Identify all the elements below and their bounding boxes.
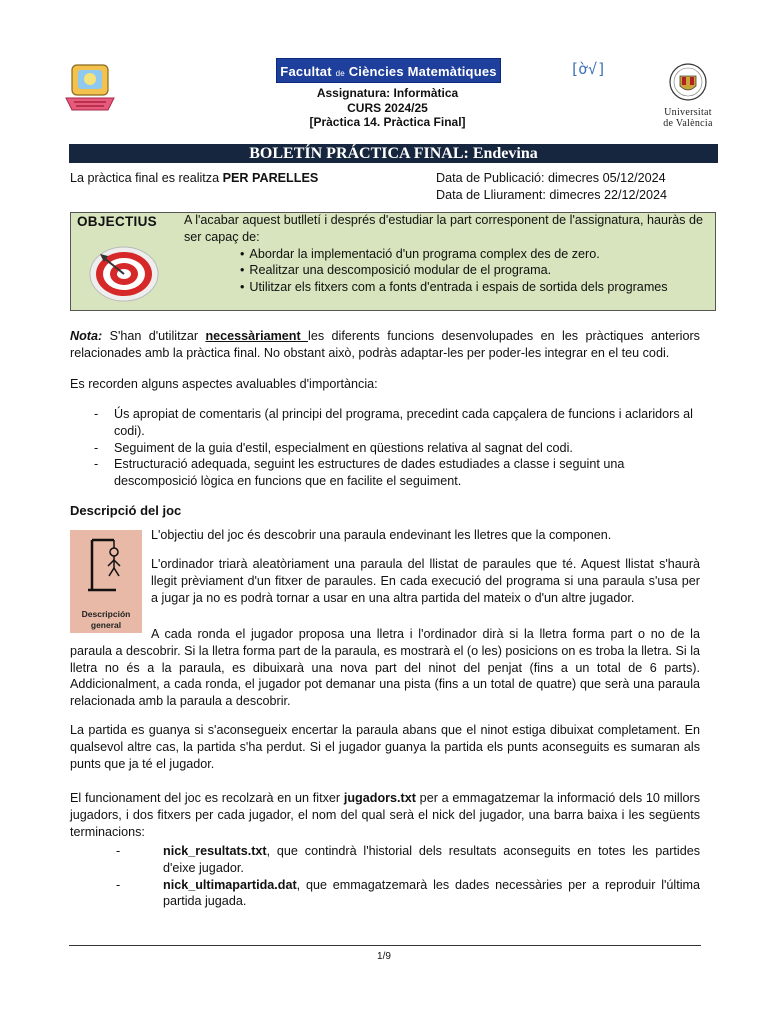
university-logo (656, 62, 720, 132)
university-name-line1: Universitat (664, 107, 712, 118)
list-item: - Estructuració adequada, seguint les estructures de dades estudiades a classe i seguint una descomposició lògica en funcions que en facilite el seguiment. (114, 456, 700, 490)
note-paragraph: Nota: S'han d'utilitzar necessàriament les diferents funcions desenvolupades en les pràctiques anteriors relacionades amb la pràctica final. No obstant això, podràs adaptar-les per poder-les integrar en el teu codi. (70, 329, 700, 360)
delivery-date: Data de Lliurament: dimecres 22/12/2024 (436, 187, 668, 202)
footer-divider (69, 945, 701, 946)
document-title: BOLETÍN PRÁCTICA FINAL: Endevina (69, 144, 718, 163)
list-item: - nick_ultimapartida.dat, que emmagatzemarà les dades necessàries per a reproduir l'última partida jugada. (116, 877, 700, 909)
course-header (290, 86, 485, 130)
computer-logo-icon (62, 62, 118, 114)
list-item: - Ús apropiat de comentaris (al principi del programa, precedint cada capçalera de funcions i aclaridors al codi). (114, 406, 700, 440)
section-title: Descripció del joc (70, 503, 182, 518)
objectives-body (184, 212, 710, 296)
list-item: - nick_resultats.txt, que contindrà l'historial dels resultats aconseguits en totes les partides d'eixe jugador. (116, 844, 700, 875)
game-paragraph-2: L'ordinador triarà aleatòriament una paraula del llistat de paraules que té. Aquest llistat s'haurà llegit prèviament d'un fitxer de paraules. En cada execució del programa si una paraula s'usa per a jugar ja no es podrà tornar a usar en una altra partida del mateix o d'un altre jugador. (151, 557, 700, 605)
publication-date: Data de Publicació: dimecres 05/12/2024 (436, 171, 666, 185)
dates-block (436, 170, 726, 204)
university-name-line2: de València (663, 118, 713, 129)
faculty-banner: Facultat de Ciències Matemàtiques (276, 58, 501, 83)
page-number: 1/9 (377, 951, 391, 962)
course-line: CURS 2024/25 (347, 100, 428, 115)
objectives-label: OBJECTIUS (77, 214, 157, 229)
files-list (116, 843, 700, 910)
hangman-image (70, 530, 142, 633)
hangman-icon (70, 530, 142, 610)
practice-line: [Pràctica 14. Pràctica Final] (309, 115, 466, 129)
department-logo: [ờ√] (570, 60, 607, 78)
game-paragraph-3: A cada ronda el jugador proposa una lletra i l'ordinador dirà si la lletra forma part o no de la paraula a descobrir. Si la lletra forma part de la paraula, es mostrarà el (o les) posicions on es troba la lletra. Si la lletra no és a la paraula, es dibuixarà una nova part del ninot del penjat (fins a un total de 6 parts). Addicionalment, a cada ronda, el jugador pot demanar una pista (fins a un total de quatre) que serà una paraula relacionada amb la paraula a descobrir. (70, 627, 700, 709)
game-paragraph-4: La partida es guanya si s'aconsegueix encertar la paraula abans que el ninot estiga dibuixat completament. En qualsevol altre cas, la partida s'ha perdut. Si el jugador guanya la partida els punts aconseguits es sumaran als punts que ja té el jugador. (70, 723, 700, 771)
game-paragraph-1: L'objectiu del joc és descobrir una paraula endevinant les lletres que la componen. (151, 528, 612, 542)
objectives-list (184, 246, 710, 296)
list-item: - Seguiment de la guia d'estil, especialment en qüestions relativa al sagnat del codi. (114, 440, 700, 457)
target-icon (86, 236, 164, 306)
files-paragraph: El funcionament del joc es recolzarà en un fitxer jugadors.txt per a emmagatzemar la informació dels 10 millors jugadors, i dos fitxers per cada jugador, el nom del qual serà el nick del jugador, una barra baixa i les següents terminacions: (70, 791, 700, 839)
subject-line: Assignatura: Informàtica (316, 86, 459, 100)
objectives-intro: A l'acabar aquest butlletí i després d'estudiar la part corresponent de l'assignatura, hauràs de ser capaç de: (184, 213, 703, 244)
list-item: • Abordar la implementació d'un programa complex des de zero. (240, 246, 710, 263)
aspects-intro: Es recorden alguns aspectes avaluables d'importància: (70, 377, 378, 391)
pairs-note: La pràctica final es realitza PER PARELLES (70, 171, 319, 185)
list-item: • Utilitzar els fitxers com a fonts d'entrada i espais de sortida dels programes (240, 279, 710, 296)
aspects-list (114, 406, 700, 490)
list-item: • Realitzar una descomposició modular de el programa. (240, 262, 710, 279)
university-seal-icon (668, 62, 708, 102)
hangman-caption: Descripción general (81, 609, 131, 630)
